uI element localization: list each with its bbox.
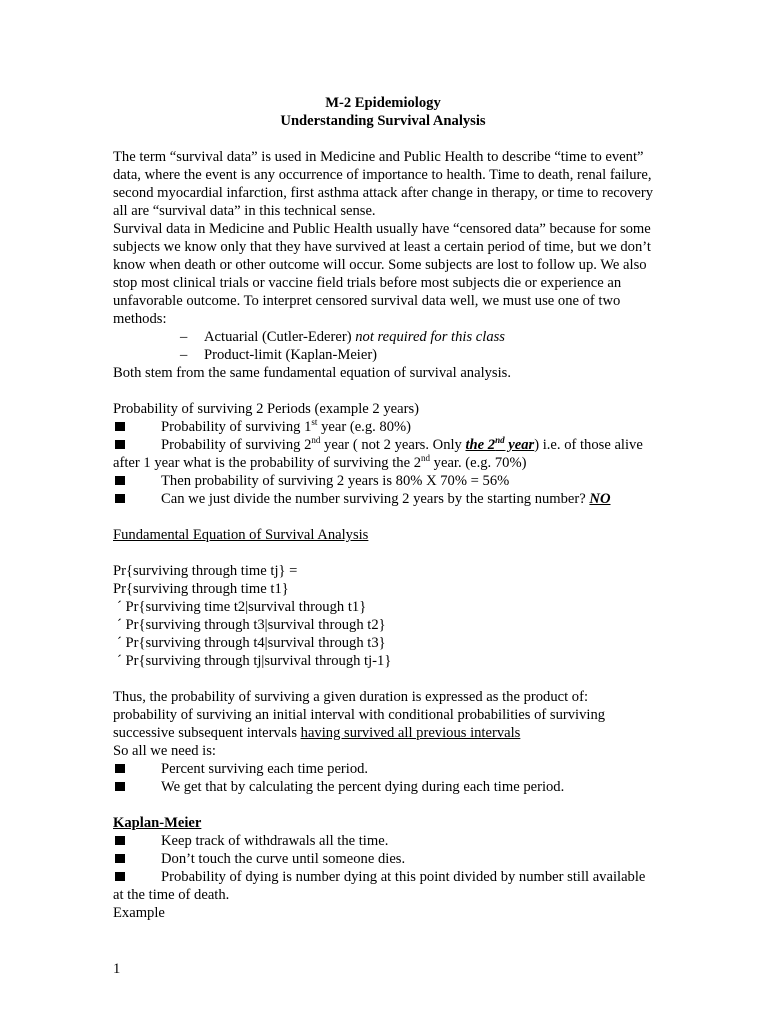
intro-paragraph-1: The term “survival data” is used in Medicine and Public Health to describe “time to event” data, where the event is any occurrence of importance to health. Time to death, renal failure, second myocardial infarction, first asthma attack after change in therapy, or time to recovery all are “survival data” in this technical sense. bbox=[113, 149, 654, 219]
square-bullet-icon bbox=[115, 476, 125, 485]
doc-course-title: M-2 Epidemiology bbox=[325, 95, 441, 111]
two-periods-bullet-3: Then probability of surviving 2 years is 80% X 70% = 56% bbox=[113, 472, 653, 490]
two-periods-bullet-4: Can we just divide the number surviving 2 years by the starting number? NO bbox=[113, 490, 653, 508]
two-periods-bullet-1: Probability of surviving 1st year (e.g. 80%) bbox=[113, 418, 653, 436]
intro-paragraph-3: Both stem from the same fundamental equation of survival analysis. bbox=[113, 365, 511, 381]
method-actuarial-note: not required for this class bbox=[355, 329, 505, 345]
doc-title: Understanding Survival Analysis bbox=[280, 113, 486, 129]
fundamental-heading: Fundamental Equation of Survival Analysis bbox=[113, 527, 369, 543]
equation-line: Pr{surviving through time t1} bbox=[113, 581, 289, 597]
equation-line: Pr{surviving through time tj} = bbox=[113, 563, 298, 579]
square-bullet-icon bbox=[115, 764, 125, 773]
method-actuarial bbox=[113, 328, 653, 346]
intro-paragraph-2: Survival data in Medicine and Public Health usually have “censored data” because for some subjects we know only that they have survived at least a certain period of time, but we don’t know when death or other outcome will occur. Some subjects are lost to follow up. We also stop most clinical trials or vaccine field trials before most subjects die or experience an unfavorable outcome. To interpret censored survival data well, we must use one of two methods: bbox=[113, 221, 651, 327]
need-intro: So all we need is: bbox=[113, 743, 216, 759]
square-bullet-icon bbox=[115, 422, 125, 431]
fundamental-summary: Thus, the probability of surviving a given duration is expressed as the product of: probability of surviving an initial interval with conditional probabilities of surviving successive subsequent intervals having survived all previous intervals bbox=[113, 689, 606, 741]
square-bullet-icon bbox=[115, 440, 125, 449]
kaplan-bullet-1: Keep track of withdrawals all the time. bbox=[113, 832, 653, 850]
dash-bullet: – bbox=[180, 329, 188, 345]
need-bullet-1: Percent surviving each time period. bbox=[113, 760, 653, 778]
dash-bullet: – bbox=[180, 347, 188, 363]
kaplan-meier-heading: Kaplan-Meier bbox=[113, 815, 202, 831]
answer-no: NO bbox=[589, 491, 611, 507]
square-bullet-icon bbox=[115, 494, 125, 503]
equation-line: ´ Pr{surviving time t2|survival through t1} bbox=[117, 599, 367, 615]
square-bullet-icon bbox=[115, 836, 125, 845]
method-product-limit-label: Product-limit (Kaplan-Meier) bbox=[204, 347, 378, 363]
square-bullet-icon bbox=[115, 782, 125, 791]
example-label: Example bbox=[113, 905, 165, 921]
equation-line: ´ Pr{surviving through t3|survival through t2} bbox=[117, 617, 386, 633]
equation-line: ´ Pr{surviving through tj|survival through tj-1} bbox=[117, 653, 392, 669]
need-bullet-2: We get that by calculating the percent dying during each time period. bbox=[113, 778, 653, 796]
equation-line: ´ Pr{surviving through t4|survival through t3} bbox=[117, 635, 386, 651]
square-bullet-icon bbox=[115, 872, 125, 881]
two-periods-heading: Probability of surviving 2 Periods (example 2 years) bbox=[113, 401, 420, 417]
kaplan-bullet-3: Probability of dying is number dying at this point divided by number still available at the time of death. bbox=[113, 869, 646, 903]
document-body bbox=[113, 94, 653, 922]
kaplan-bullet-2: Don’t touch the curve until someone dies. bbox=[113, 850, 653, 868]
two-periods-bullet-2: Probability of surviving 2nd year ( not 2 years. Only the 2nd year) i.e. of those alive after 1 year what is the probability of surviving the 2nd year. (e.g. 70%) bbox=[113, 435, 643, 471]
page-number: 1 bbox=[113, 961, 121, 977]
method-actuarial-label: Actuarial (Cutler-Ederer) bbox=[204, 329, 356, 345]
square-bullet-icon bbox=[115, 854, 125, 863]
method-product-limit bbox=[113, 346, 653, 364]
